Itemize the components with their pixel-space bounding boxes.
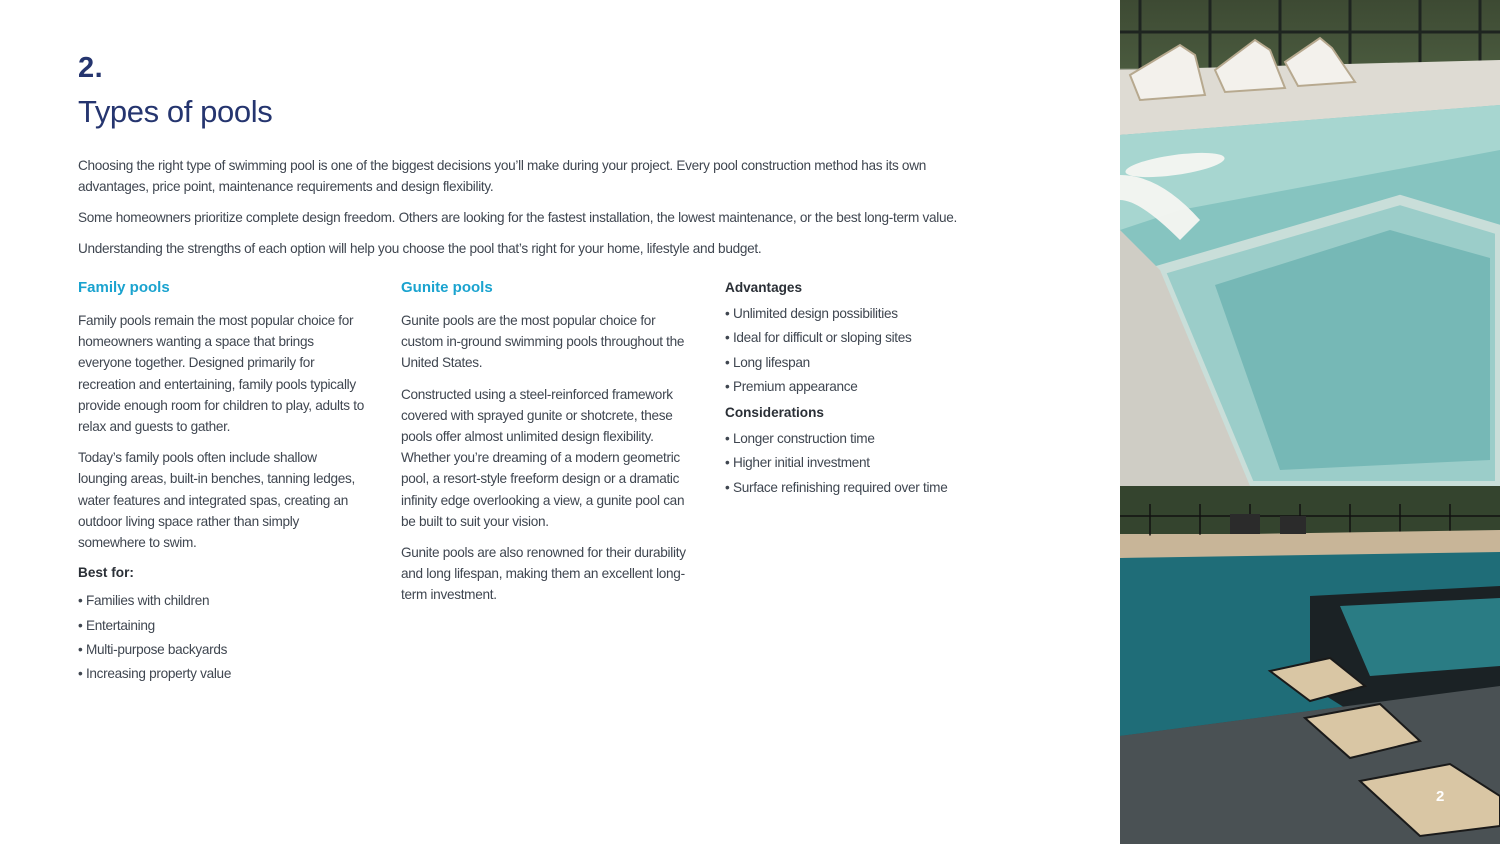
intro-text [78,155,998,269]
considerations-label: Considerations [725,405,824,421]
intro-paragraph: Understanding the strengths of each option will help you choose the pool that’s right for your home, lifestyle and budget. [78,241,762,256]
gunite-pools-heading: Gunite pools [401,279,493,296]
list-item: • Families with children [78,589,368,613]
list-item: • Unlimited design possibilities [725,302,1005,326]
list-item: • Surface refinishing required over time [725,476,1005,500]
page-number: 2 [1436,788,1445,805]
list-item: • Longer construction time [725,427,1005,451]
list-item: • Ideal for difficult or sloping sites [725,326,1005,350]
gunite-pools-paragraph: Gunite pools are the most popular choice for custom in-ground swimming pools throughout the United States. [401,313,685,371]
list-item: • Higher initial investment [725,451,1005,475]
section-number: 2. [78,52,104,84]
list-item: • Multi-purpose backyards [78,638,368,662]
family-pools-paragraph: Family pools remain the most popular choice for homeowners wanting a space that brings everyone together. Designed primarily for recreation and entertaining, family pools typically provide enough room for children to play, adults to relax and guests to gather. [78,313,364,435]
gunite-pools-paragraph: Constructed using a steel-reinforced framework covered with sprayed gunite or shotcrete, these pools offer almost unlimited design flexibility. Whether you’re dreaming of a modern geometric pool, a resort-style freeform design or a dramatic infinity edge overlooking a view, a gunite pool can be built to suit your vision. [401,386,685,529]
gunite-details-column [725,278,1005,504]
pool-photo-top [1120,0,1500,486]
considerations-list [725,427,1005,500]
list-item: • Increasing property value [78,662,368,686]
intro-paragraph: Some homeowners prioritize complete design freedom. Others are looking for the fastest installation, the lowest maintenance, or the best long-term value. [78,210,957,225]
advantages-label: Advantages [725,280,803,295]
family-pools-paragraph: Today’s family pools often include shallow lounging areas, built-in benches, tanning ledges, water features and integrated spas, creating an outdoor living space rather than simply somewhere to swim. [78,450,356,551]
family-pools-column [78,278,368,690]
page-title: Types of pools [78,94,273,129]
advantages-list [725,302,1005,399]
family-pools-heading: Family pools [78,279,170,296]
best-for-label: Best for: [78,565,134,581]
list-item: • Long lifespan [725,351,1005,375]
gunite-pools-paragraph: Gunite pools are also renowned for their durability and long lifespan, making them an excellent long-term investment. [401,545,686,603]
list-item: • Entertaining [78,614,368,638]
gunite-pools-column [401,278,691,616]
list-item: • Premium appearance [725,375,1005,399]
best-for-list [78,589,368,686]
intro-paragraph: Choosing the right type of swimming pool is one of the biggest decisions you’ll make during your project. Every pool construction method has its own advantages, price point, maintenance requirements and design flexibility. [78,158,926,194]
